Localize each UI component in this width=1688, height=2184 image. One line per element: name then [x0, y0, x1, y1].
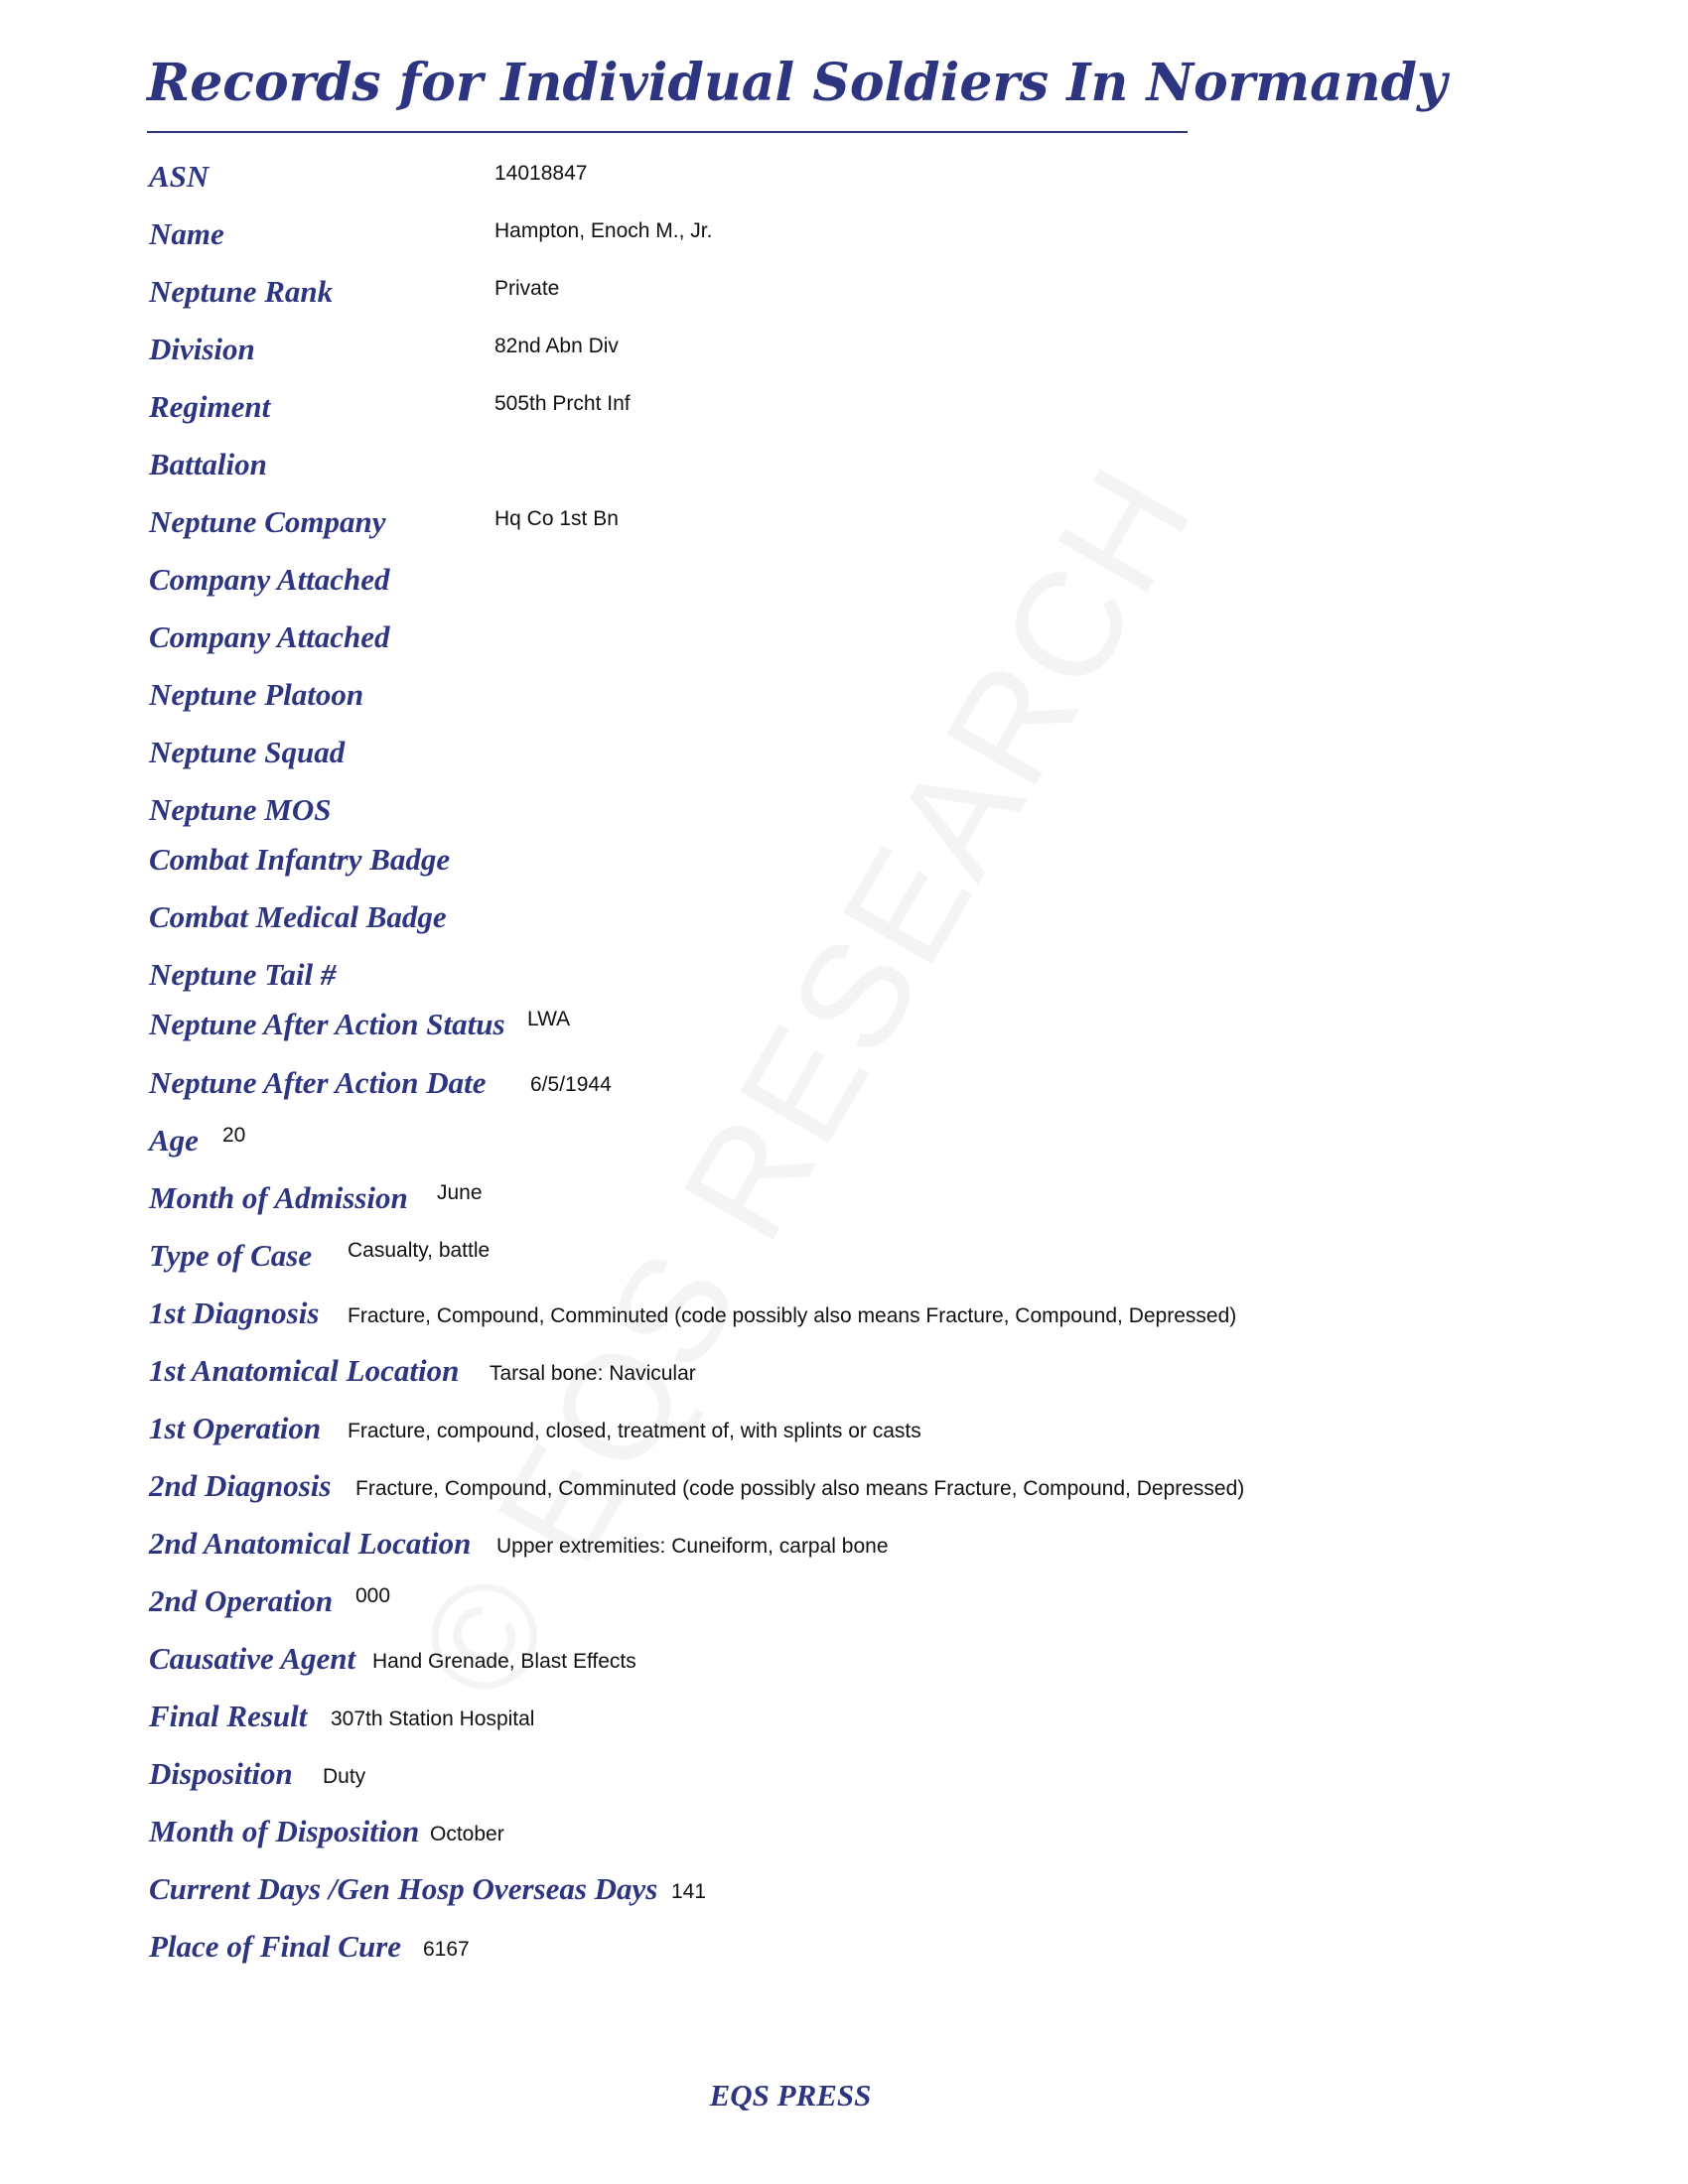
field-value-1st-diagnosis: Fracture, Compound, Comminuted (code possibly also means Fracture, Compound, Depressed): [348, 1304, 1237, 1327]
field-label-month-admission: Month of Admission: [149, 1180, 408, 1215]
field-label-1st-diagnosis: 1st Diagnosis: [149, 1296, 320, 1330]
field-label-after-action-status: Neptune After Action Status: [149, 1007, 505, 1041]
field-label-current-days: Current Days /Gen Hosp Overseas Days: [149, 1871, 658, 1906]
field-label-battalion: Battalion: [149, 447, 267, 481]
field-label-1st-operation: 1st Operation: [149, 1411, 322, 1445]
page-title: Records for Individual Soldiers In Normandy: [147, 53, 1448, 113]
field-label-1st-anatomical-location: 1st Anatomical Location: [149, 1353, 460, 1388]
field-label-tail: Neptune Tail #: [149, 957, 337, 992]
field-label-disposition: Disposition: [149, 1756, 293, 1791]
field-label-squad: Neptune Squad: [149, 735, 346, 769]
field-label-mos: Neptune MOS: [149, 792, 332, 827]
field-value-company: Hq Co 1st Bn: [494, 507, 619, 530]
field-label-place-final-cure: Place of Final Cure: [149, 1929, 402, 1964]
field-value-month-admission: June: [437, 1181, 483, 1204]
field-value-2nd-operation: 000: [355, 1584, 391, 1607]
field-value-place-final-cure: 6167: [423, 1938, 470, 1961]
field-label-2nd-anatomical-location: 2nd Anatomical Location: [149, 1526, 472, 1561]
field-value-division: 82nd Abn Div: [494, 335, 619, 357]
field-label-type-of-case: Type of Case: [149, 1238, 313, 1273]
field-value-2nd-diagnosis: Fracture, Compound, Comminuted (code possibly also means Fracture, Compound, Depressed): [355, 1477, 1245, 1500]
field-value-after-action-status: LWA: [527, 1008, 571, 1030]
field-value-causative-agent: Hand Grenade, Blast Effects: [372, 1650, 636, 1673]
field-value-disposition: Duty: [323, 1765, 366, 1788]
field-value-current-days: 141: [671, 1880, 707, 1903]
field-label-cmb: Combat Medical Badge: [149, 899, 447, 934]
title-underline: [147, 131, 1188, 133]
field-label-company-attached-2: Company Attached: [149, 619, 390, 654]
field-value-month-disposition: October: [430, 1823, 504, 1845]
field-label-regiment: Regiment: [149, 389, 271, 424]
field-label-platoon: Neptune Platoon: [149, 677, 364, 712]
field-value-final-result: 307th Station Hospital: [331, 1707, 535, 1730]
field-value-asn: 14018847: [494, 162, 588, 185]
field-value-name: Hampton, Enoch M., Jr.: [494, 219, 713, 242]
field-label-2nd-diagnosis: 2nd Diagnosis: [149, 1468, 332, 1503]
field-value-type-of-case: Casualty, battle: [348, 1239, 491, 1262]
field-value-2nd-anatomical-location: Upper extremities: Cuneiform, carpal bone: [496, 1535, 889, 1558]
field-label-rank: Neptune Rank: [149, 274, 334, 309]
field-value-regiment: 505th Prcht Inf: [494, 392, 631, 415]
field-label-company: Neptune Company: [149, 504, 386, 539]
field-label-division: Division: [149, 332, 255, 366]
field-label-2nd-operation: 2nd Operation: [149, 1583, 334, 1618]
field-label-causative-agent: Causative Agent: [149, 1641, 356, 1676]
field-value-1st-operation: Fracture, compound, closed, treatment of, with splints or casts: [348, 1420, 921, 1442]
field-value-age: 20: [222, 1124, 246, 1147]
field-value-1st-anatomical-location: Tarsal bone: Navicular: [490, 1362, 696, 1385]
field-label-cib: Combat Infantry Badge: [149, 842, 451, 877]
field-label-company-attached: Company Attached: [149, 562, 390, 597]
footer-publisher: EQS PRESS: [709, 2078, 872, 2113]
watermark-text: [392, 443, 1216, 1721]
field-label-final-result: Final Result: [149, 1699, 308, 1733]
field-label-after-action-date: Neptune After Action Date: [149, 1065, 487, 1100]
field-value-rank: Private: [494, 277, 560, 300]
field-label-name: Name: [149, 216, 224, 251]
field-label-asn: ASN: [149, 159, 210, 194]
field-value-after-action-date: 6/5/1944: [530, 1073, 612, 1096]
field-label-month-disposition: Month of Disposition: [149, 1814, 420, 1848]
field-label-age: Age: [149, 1123, 199, 1158]
